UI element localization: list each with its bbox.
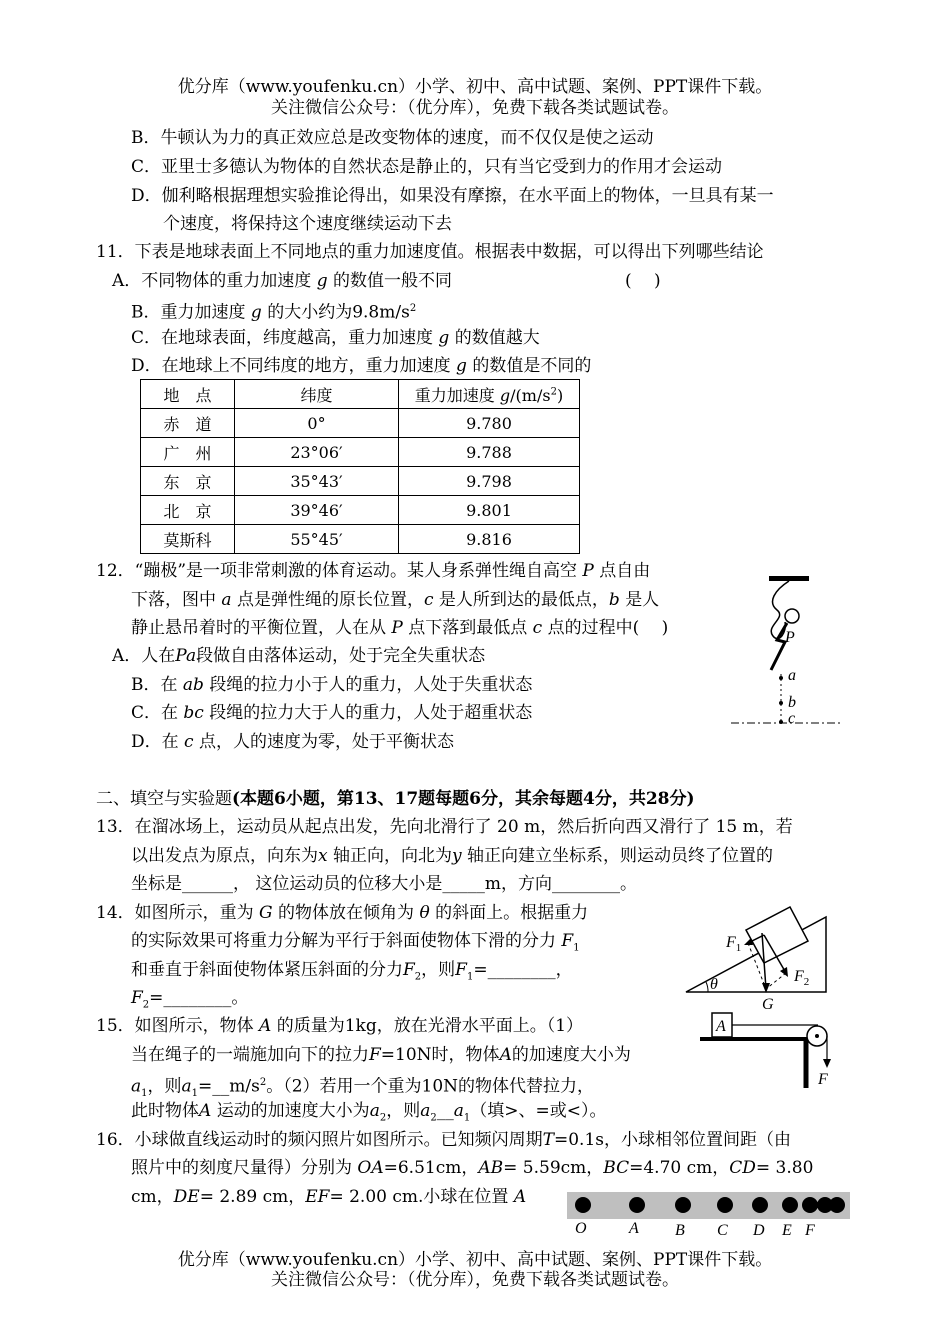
q10-option-d-cont: 个速度，将保持这个速度继续运动下去 (163, 214, 452, 234)
table-cell: 35°43′ (235, 467, 399, 496)
table-cell: 0° (235, 409, 399, 438)
label-theta: θ (710, 976, 718, 993)
q16-stem-2: 照片中的刻度尺量得）分别为 OA=6.51cm，AB= 5.59cm，BC=4.70 cm，CD= 3.80 (131, 1158, 814, 1178)
q14-stem-3: 和垂直于斜面使物体紧压斜面的分力$F_2$，则$F_1=\_\_\_\_\_\_\_\_$， (131, 960, 573, 983)
q12-option-a: A．人在Pa段做自由落体运动，处于完全失重状态 (112, 646, 486, 666)
label-A: A (629, 1220, 639, 1237)
label-c: c (788, 710, 796, 727)
header-line-1: 优分库（www.youfenku.cn）小学、初中、高中试题、案例、PPT课件下载。 (177, 77, 773, 97)
q10-option-b: B．牛顿认为力的真正效应总是改变物体的速度，而不仅仅是使之运动 (131, 128, 654, 148)
point-a (779, 676, 783, 680)
q13-stem-3: 坐标是______， 这位运动员的位移大小是_____m，方向________。 (131, 874, 638, 894)
label-b: b (788, 694, 796, 711)
table-cell: 39°46′ (235, 496, 399, 525)
q10-option-d: D．伽利略根据理想实验推论得出，如果没有摩擦，在水平面上的物体，一旦具有某一 (131, 186, 774, 206)
q10-option-c: C．亚里士多德认为物体的自然状态是静止的，只有当它受到力的作用才会运动 (131, 157, 723, 177)
q11-option-c: C．在地球表面，纬度越高，重力加速度 g 的数值越大 (131, 328, 540, 348)
ball-H (829, 1197, 845, 1213)
ceiling (769, 576, 809, 581)
table-cell: 9.798 (399, 467, 580, 496)
q14-stem-1: 14．如图所示，重为 G 的物体放在倾角为 θ 的斜面上。根据重力 (96, 903, 589, 923)
header-line-2: 关注微信公众号：（优分库），免费下载各类试题试卷。 (271, 98, 679, 118)
q12-stem-1: 12．“蹦极”是一项非常刺激的体育运动。某人身系弹性绳自高空 P 点自由 (96, 561, 651, 581)
table-cell: 9.816 (399, 525, 580, 554)
q11-stem: 11．下表是地球表面上不同地点的重力加速度值。根据表中数据，可以得出下列哪些结论 (96, 242, 764, 262)
q13-stem-1: 13．在溜冰场上，运动员从起点出发，先向北滑行了 20 m，然后折向西又滑行了 15 m，若 (96, 817, 793, 837)
q12-option-b: B．在 ab 段绳的拉力小于人的重力，人处于失重状态 (131, 675, 533, 695)
label-O: O (575, 1220, 587, 1237)
jumper-head (785, 609, 799, 623)
ball-A (629, 1197, 645, 1213)
table-cell: 9.801 (399, 496, 580, 525)
section-2-title: 二、填空与实验题(本题6小题，第13、17题每题6分，其余每题4分，共28分) (96, 789, 695, 809)
table-header-cell: 重力加速度 $g/(m/s^2)$ (399, 380, 580, 409)
label-F: F (818, 1071, 828, 1088)
table-header-cell: 纬度 (235, 380, 399, 409)
gravity-table (140, 379, 580, 554)
table-cell: 莫斯科 (141, 525, 235, 554)
table-row (141, 525, 580, 554)
ball-C (717, 1197, 733, 1213)
table-cell: 9.780 (399, 409, 580, 438)
q15-stem-3: $a_1$，则$a_1=\_\_m/s^2$。（2）若用一个重为10N的物体代替拉力， (131, 1076, 595, 1100)
q13-stem-2: 以出发点为原点，向东为x 轴正向，向北为y 轴正向建立坐标系，则运动员终了位置的 (131, 846, 774, 866)
q11-option-b: B．重力加速度 g 的大小约为$9.8m/s^2$ (131, 302, 417, 323)
pulley-figure (700, 1010, 840, 1092)
q12-stem-3: 静止悬吊着时的平衡位置，人在从 P 点下落到最低点 c 点的过程中( ) (131, 618, 669, 638)
table-row (141, 496, 580, 525)
force-arrowhead (823, 1059, 831, 1068)
q15-stem-4: 此时物体A 运动的加速度大小为$a_2$，则$a_2\_\_a_1$（填>、=或<）。 (131, 1101, 607, 1124)
q11-option-d: D．在地球上不同纬度的地方，重力加速度 g 的数值是不同的 (131, 356, 592, 376)
table-row (141, 409, 580, 438)
ball-B (675, 1197, 691, 1213)
label-B: B (675, 1222, 685, 1238)
footer-line-1: 优分库（www.youfenku.cn）小学、初中、高中试题、案例、PPT课件下载。 (177, 1250, 773, 1270)
q15-stem-1: 15．如图所示，物体 A 的质量为1kg，放在光滑水平面上。（1） (96, 1016, 584, 1036)
dashed-2 (766, 973, 786, 989)
ball-D (752, 1197, 768, 1213)
q14-stem-4: $F_2=\_\_\_\_\_\_\_\_$。 (131, 988, 249, 1011)
point-b (779, 701, 783, 705)
label-G: G (762, 996, 774, 1013)
table-cell: 广 州 (141, 438, 235, 467)
ball-F (802, 1197, 818, 1213)
table-cell: 赤 道 (141, 409, 235, 438)
table-header-row (141, 380, 580, 409)
q11-option-a: A．不同物体的重力加速度 g 的数值一般不同 (112, 271, 452, 291)
table-cell: 9.788 (399, 438, 580, 467)
incline-figure (682, 905, 832, 1013)
q11-answer-bracket: ( ) (625, 271, 661, 291)
q16-stem-1: 16．小球做直线运动时的频闪照片如图所示。已知频闪周期T=0.1s，小球相邻位置间距（由 (96, 1130, 791, 1150)
q12-stem-2: 下落，图中 a 点是弹性绳的原长位置，c 是人所到达的最低点，b 是人 (131, 590, 660, 610)
label-a: a (788, 667, 796, 684)
table-cell: 东 京 (141, 467, 235, 496)
ball-E (782, 1197, 798, 1213)
label-D: D (753, 1222, 765, 1238)
label-C: C (717, 1222, 728, 1238)
label-A: A (716, 1018, 726, 1035)
table-row (141, 467, 580, 496)
table-cell: 北 京 (141, 496, 235, 525)
bungee-figure (725, 570, 855, 730)
table-cell: 23°06′ (235, 438, 399, 467)
q12-option-c: C．在 bc 段绳的拉力大于人的重力，人处于超重状态 (131, 703, 533, 723)
table-cell: 55°45′ (235, 525, 399, 554)
label-E: E (782, 1222, 792, 1238)
table-row (141, 438, 580, 467)
table-header-cell: 地 点 (141, 380, 235, 409)
q16-stem-3: cm，DE= 2.89 cm，EF= 2.00 cm.小球在位置 A (131, 1187, 527, 1207)
angle-arc (706, 982, 708, 992)
label-P: P (785, 629, 795, 646)
label-F1: $F_1$ (726, 934, 742, 954)
label-F2: $F_2$ (794, 968, 810, 988)
q15-stem-2: 当在绳子的一端施加向下的拉力F=10N时，物体A的加速度大小为 (131, 1045, 631, 1065)
ball-O (575, 1197, 591, 1213)
strobe-figure (565, 1190, 853, 1238)
q14-stem-2: 的实际效果可将重力分解为平行于斜面使物体下滑的分力 $F_1$ (131, 931, 580, 954)
q12-option-d: D．在 c 点，人的速度为零，处于平衡状态 (131, 732, 454, 752)
label-F: F (805, 1222, 815, 1238)
footer-line-2: 关注微信公众号：（优分库），免费下载各类试题试卷。 (271, 1270, 679, 1290)
pulley-axle (815, 1034, 819, 1038)
